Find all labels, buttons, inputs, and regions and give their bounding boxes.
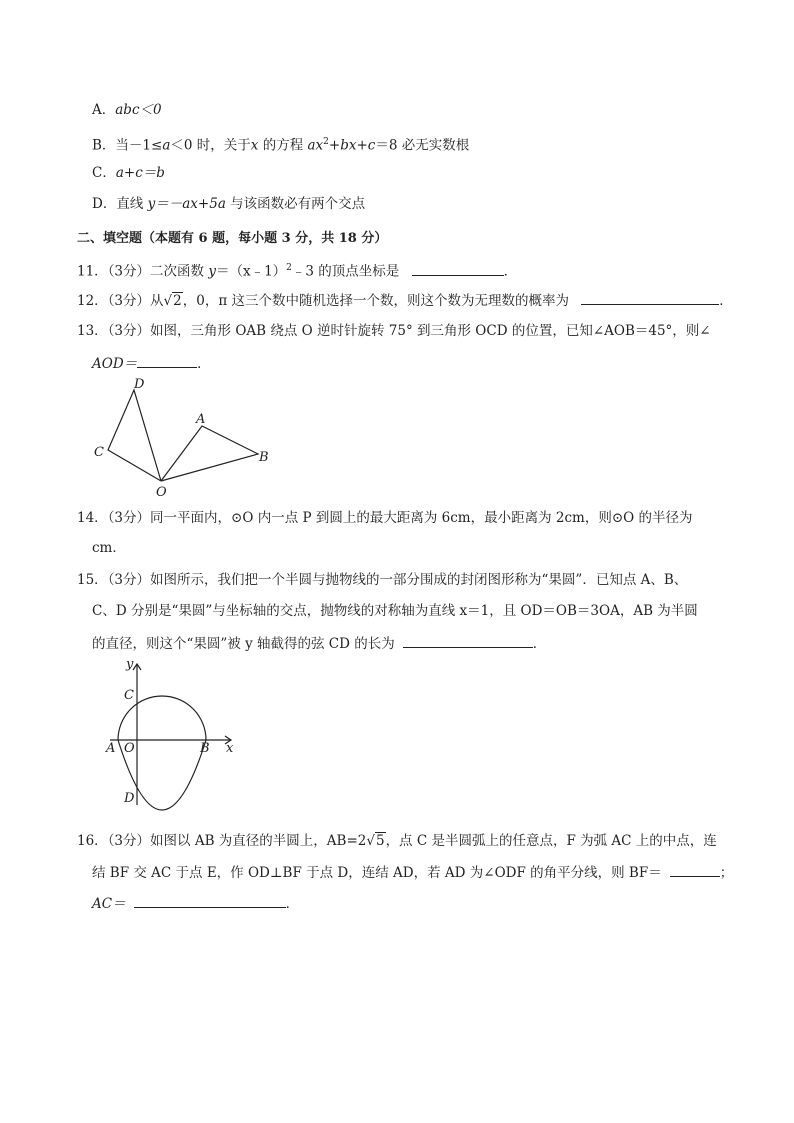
label-a: A	[106, 741, 116, 756]
sqrt-symbol: √2	[163, 293, 182, 309]
question-15-line3: 的直径，则这个“果圆”被 y 轴截得的弦 CD 的长为 ．	[92, 633, 546, 653]
answer-blank-ac[interactable]	[134, 893, 286, 908]
option-d: D．直线 y＝－ax+5a 与该函数必有两个交点	[92, 196, 366, 212]
question-13-line2: AOD＝ ．	[92, 353, 211, 373]
label-y: y	[126, 657, 134, 672]
question-15-line2: C、D 分别是“果圆”与坐标轴的交点，抛物线的对称轴为直线 x＝1，且 OD＝OB＝3OA，AB 为半圆	[92, 603, 698, 619]
question-16-line2: 结 BF 交 AC 于点 E，作 OD⊥BF 于点 D，连结 AD，若 AD 为∠ODF 的角平分线，则 BF＝ ；	[92, 862, 733, 882]
label-a: A	[196, 412, 206, 427]
question-14: 14．（3分）同一平面内，⊙O 内一点 P 到圆上的最大距离为 6cm，最小距离为 2cm，则⊙O 的半径为	[77, 510, 693, 526]
question-16-line3: AC＝ ．	[92, 893, 299, 913]
label-d: D	[124, 791, 135, 806]
label-d: D	[134, 377, 145, 392]
question-13: 13．（3分）如图，三角形 OAB 绕点 O 逆时针旋转 75° 到三角形 OCD 的位置，已知∠AOB＝45°，则∠	[77, 323, 711, 339]
label-o: O	[156, 485, 167, 500]
question-16: 16．（3分）如图以 AB 为直径的半圆上，AB=2√5，点 C 是半圆弧上的任意点，F 为弧 AC 上的中点，连	[77, 833, 717, 849]
label-x: x	[226, 741, 234, 756]
sqrt-symbol: √5	[366, 833, 385, 849]
option-b: B．当－1≤a＜0 时，关于x 的方程 $ax^2+bx+c=8$ 必无实数根	[92, 137, 470, 154]
label-b: B	[200, 741, 210, 756]
option-c: C．a+c＝b	[92, 165, 165, 181]
question-11: 11．（3分）二次函数 y＝（x﹣1）$^2$﹣3 的顶点坐标是 ．	[77, 259, 517, 281]
question-15: 15．（3分）如图所示，我们把一个半圆与抛物线的一部分围成的封闭图形称为“果圆”．已知点 A、B、	[77, 572, 688, 588]
label-b: B	[259, 450, 269, 465]
label-o: O	[124, 741, 135, 756]
option-a: A．abc＜0	[92, 102, 162, 118]
answer-blank-bf[interactable]	[670, 862, 720, 877]
question-14-line2: cm．	[92, 540, 126, 556]
question-12: 12．（3分）从√2，0，π 这三个数中随机选择一个数，则这个数为无理数的概率为 ．	[77, 290, 733, 310]
label-c: C	[94, 445, 104, 460]
label-c: C	[124, 688, 134, 703]
section-title: 二、填空题（本题有 6 题，每小题 3 分，共 18 分）	[77, 231, 388, 246]
